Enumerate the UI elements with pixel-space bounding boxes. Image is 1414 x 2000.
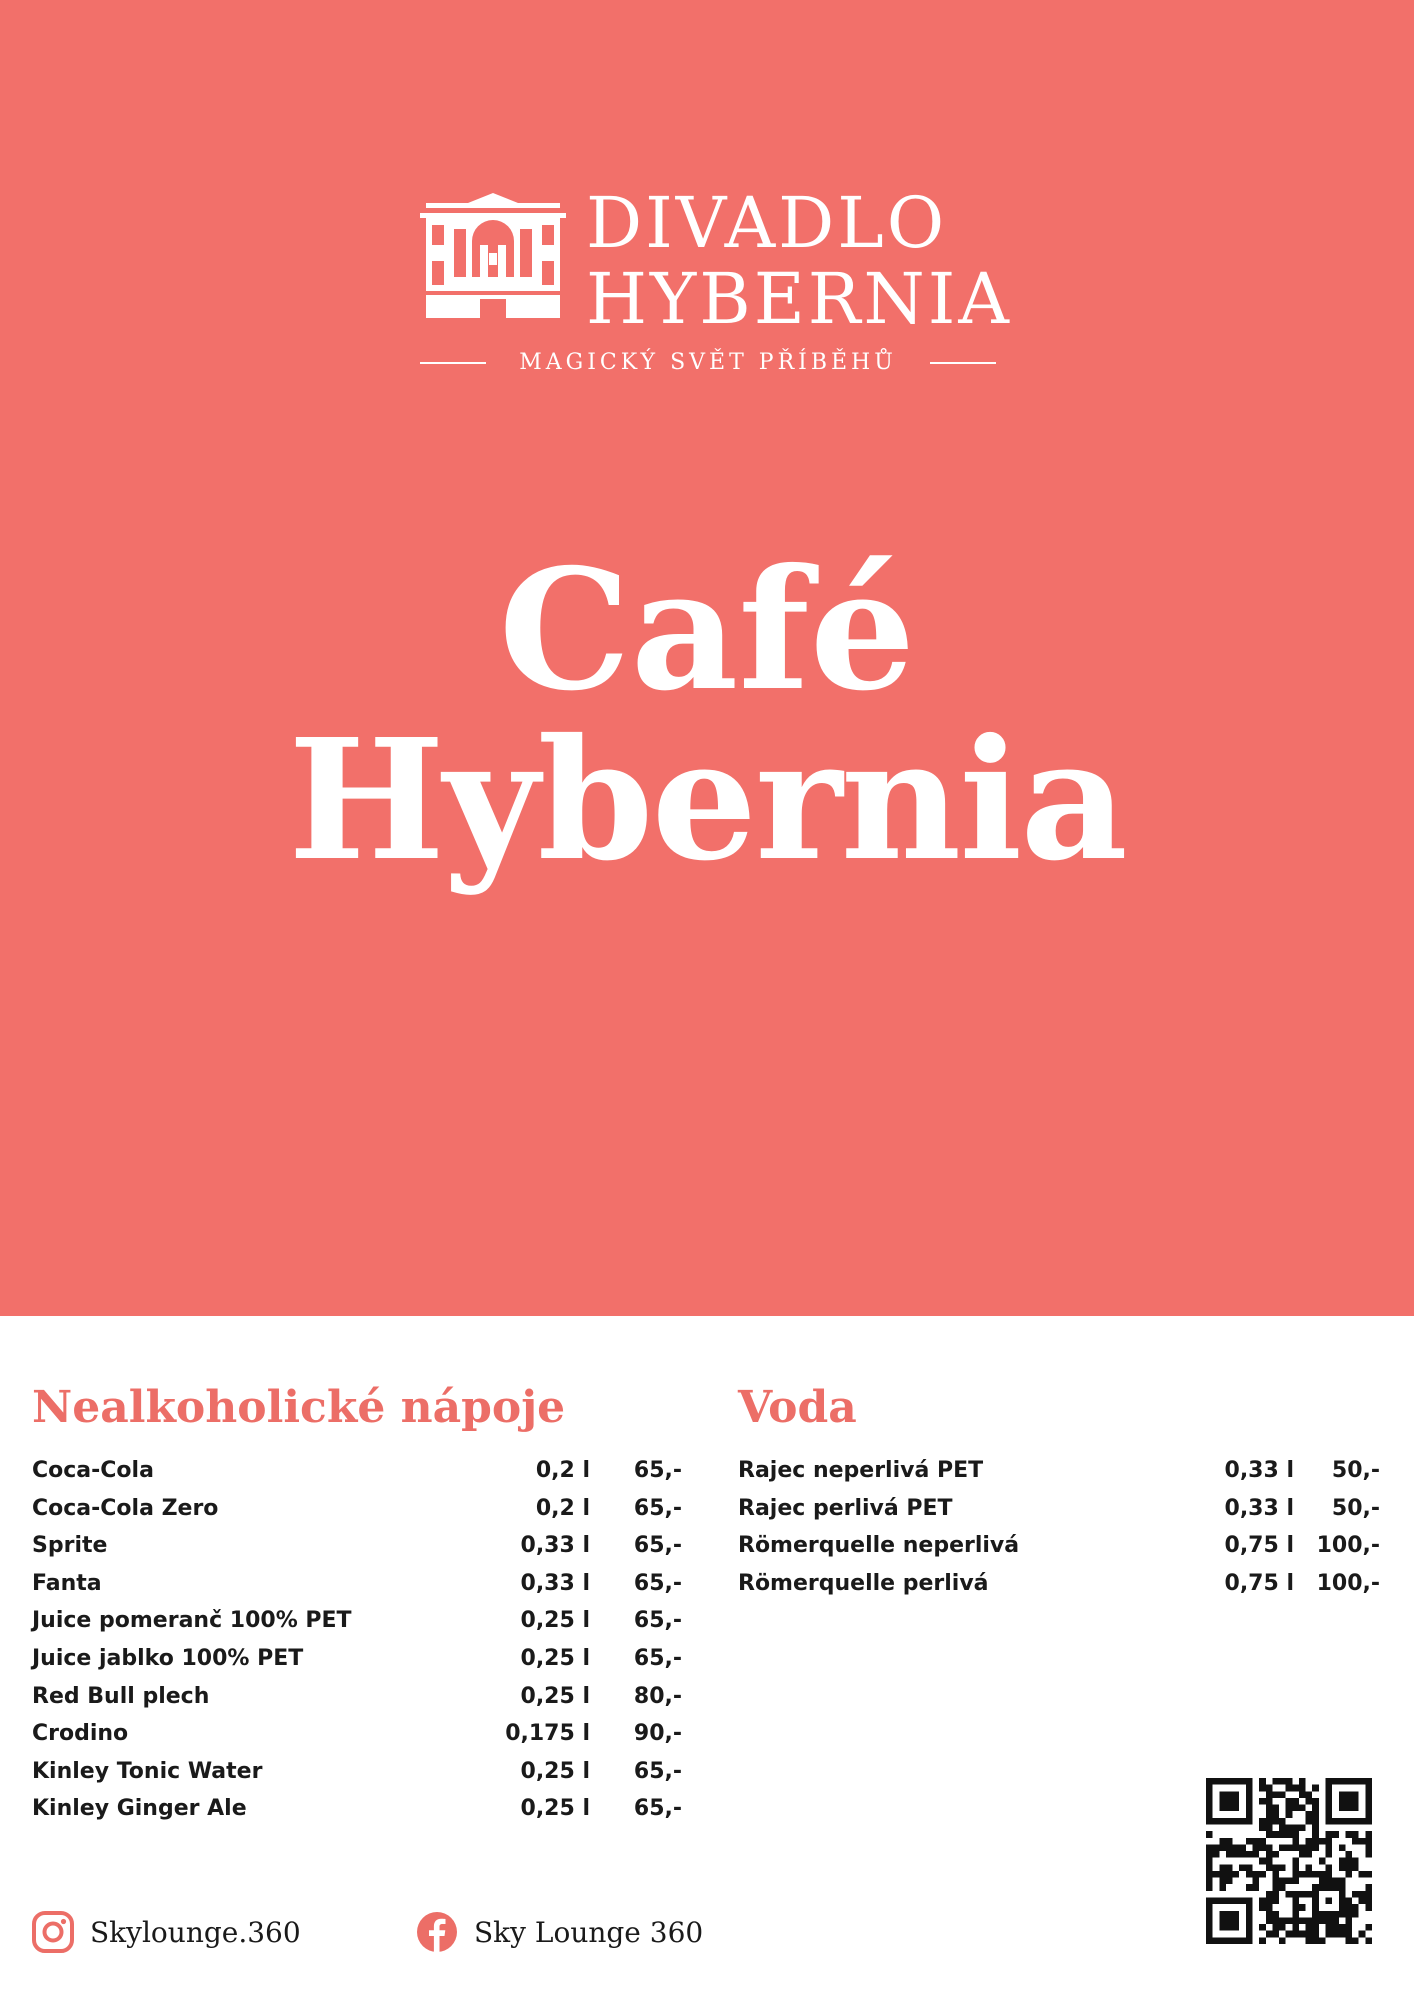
section-title-soft-drinks: Nealkoholické nápoje: [32, 1382, 566, 1433]
menu-item-volume: 0,25 l: [520, 1758, 590, 1784]
logo-word-divadlo: DIVADLO: [586, 182, 948, 264]
menu-item-price: 50,-: [1331, 1495, 1380, 1521]
menu-item-price: 65,-: [633, 1533, 682, 1559]
menu-item-volume: 0,33 l: [520, 1570, 590, 1596]
menu-item-name: Coca-Cola Zero: [32, 1495, 219, 1521]
menu-item-volume: 0,2 l: [535, 1458, 590, 1483]
menu-item: [738, 1565, 1380, 1603]
menu-item: [32, 1527, 682, 1565]
menu-item: [738, 1490, 1380, 1528]
menu-item-volume: 0,25 l: [520, 1683, 590, 1709]
menu-item-name: Crodino: [32, 1721, 129, 1747]
divadlo-hybernia-logo: [420, 182, 1012, 378]
menu-item-volume: 0,25 l: [520, 1796, 590, 1822]
menu-item-name: Römerquelle neperlivá: [738, 1533, 1020, 1559]
facebook-icon: [416, 1911, 458, 1953]
menu-item: [32, 1753, 682, 1791]
menu-item-name: Kinley Tonic Water: [32, 1758, 263, 1784]
menu-item-name: Rajec perlivá PET: [738, 1495, 953, 1521]
menu-item-name: Fanta: [32, 1570, 102, 1596]
menu-item: [32, 1678, 682, 1716]
menu-item-name: Kinley Ginger Ale: [32, 1796, 247, 1822]
menu-item-volume: 0,25 l: [520, 1608, 590, 1634]
menu-item-volume: 0,33 l: [520, 1533, 590, 1559]
menu-item-price: 65,-: [633, 1645, 682, 1671]
menu-item-name: Sprite: [32, 1533, 108, 1559]
instagram-icon: [32, 1911, 74, 1953]
menu-item: [32, 1715, 682, 1753]
menu-item-price: 90,-: [633, 1721, 682, 1747]
menu-item: [32, 1602, 682, 1640]
logo-tagline: [420, 350, 996, 375]
facebook-page-name: Sky Lounge 360: [474, 1915, 704, 1949]
menu-item-volume: 0,2 l: [535, 1495, 590, 1521]
page-title-line1: Café: [498, 533, 916, 728]
page-title-line2: Hybernia: [288, 703, 1126, 898]
menu-item-volume: 0,33 l: [1224, 1495, 1294, 1521]
logo-word-hybernia: HYBERNIA: [586, 258, 1012, 340]
menu-item-price: 65,-: [633, 1796, 682, 1822]
menu-item-price: 100,-: [1316, 1570, 1380, 1596]
theatre-building-icon: [420, 193, 566, 323]
menu-item: [32, 1640, 682, 1678]
menu-item: [32, 1452, 682, 1490]
tagline-text: MAGICKÝ SVĚT PŘÍBĚHŮ: [519, 350, 897, 375]
tagline-rule-left: [420, 362, 486, 364]
menu-item-volume: 0,75 l: [1224, 1533, 1294, 1559]
instagram-handle: Skylounge.360: [90, 1915, 301, 1949]
menu-item: [738, 1527, 1380, 1565]
menu-item: [32, 1490, 682, 1528]
menu-item-volume: 0,33 l: [1224, 1458, 1294, 1483]
menu-item-price: 65,-: [633, 1608, 682, 1634]
menu-item-name: Juice jablko 100% PET: [32, 1645, 304, 1671]
qr-code-icon[interactable]: [1206, 1778, 1372, 1944]
menu-item-name: Rajec neperlivá PET: [738, 1458, 984, 1483]
menu-item-price: 65,-: [633, 1758, 682, 1784]
water-list: [738, 1452, 1380, 1602]
menu-item: [32, 1790, 682, 1828]
menu-item-price: 80,-: [633, 1683, 682, 1709]
facebook-link[interactable]: [416, 1910, 703, 1954]
menu-item-price: 65,-: [633, 1458, 682, 1483]
menu-item-volume: 0,75 l: [1224, 1570, 1294, 1596]
section-title-water: Voda: [738, 1382, 857, 1433]
menu-item-price: 65,-: [633, 1570, 682, 1596]
menu-item-volume: 0,25 l: [520, 1645, 590, 1671]
menu-item: [32, 1565, 682, 1603]
menu-item-volume: 0,175 l: [505, 1721, 590, 1747]
menu-item: [738, 1452, 1380, 1490]
soft-drinks-list: [32, 1452, 682, 1828]
menu-item-name: Red Bull plech: [32, 1683, 210, 1709]
menu-item-name: Juice pomeranč 100% PET: [32, 1608, 352, 1634]
menu-item-price: 100,-: [1316, 1533, 1380, 1559]
menu-item-price: 65,-: [633, 1495, 682, 1521]
tagline-rule-right: [930, 362, 996, 364]
menu-item-name: Römerquelle perlivá: [738, 1570, 989, 1596]
instagram-link[interactable]: [32, 1910, 301, 1954]
menu-item-price: 50,-: [1331, 1458, 1380, 1483]
menu-item-name: Coca-Cola: [32, 1458, 154, 1483]
